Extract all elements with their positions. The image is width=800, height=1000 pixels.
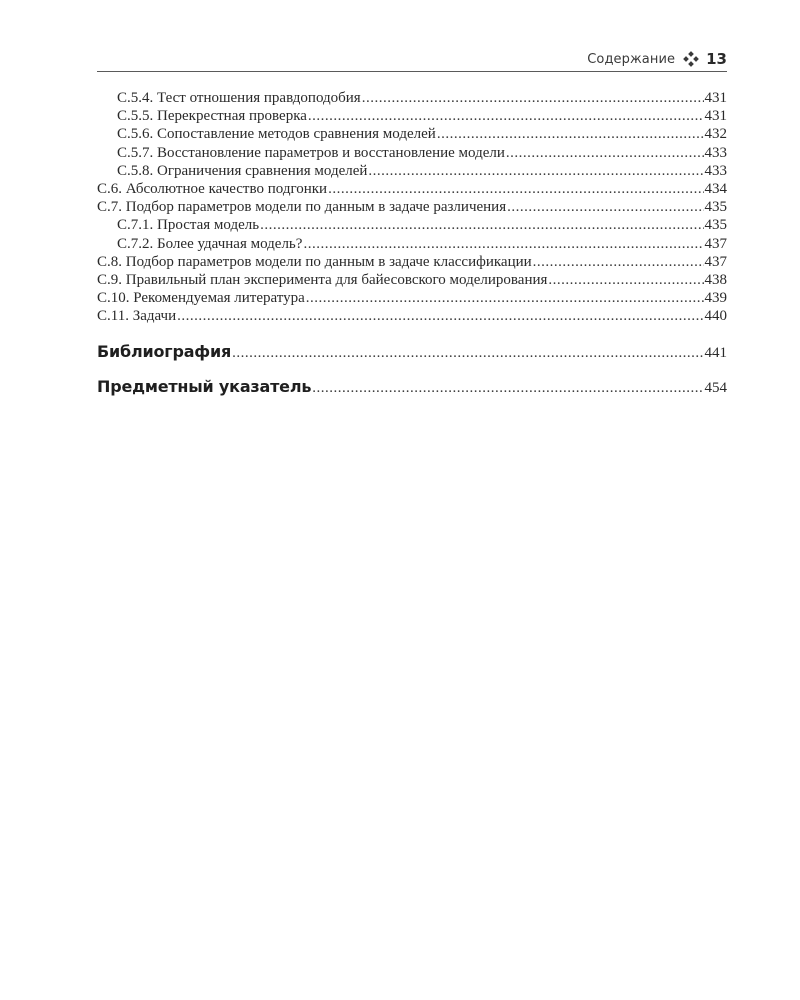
toc-entry-page-number: 437 <box>704 235 727 252</box>
toc-entry[interactable] <box>97 198 727 216</box>
toc-entry[interactable] <box>97 180 727 198</box>
toc-entry-label: С.7. Подбор параметров модели по данным в задаче различения <box>97 199 507 216</box>
dot-leader <box>506 144 704 162</box>
toc-entry-label: С.5.6. Сопоставление методов сравнения моделей <box>117 126 436 143</box>
toc-entry-label: С.5.8. Ограничения сравнения моделей <box>117 162 368 179</box>
header-section-title: Содержание <box>587 51 676 67</box>
dot-leader <box>303 235 703 253</box>
toc-entry[interactable] <box>97 144 727 162</box>
toc-entry[interactable] <box>97 289 727 307</box>
toc-entry-page-number: 438 <box>704 271 727 288</box>
back-matter-list <box>97 341 727 411</box>
dot-leader <box>362 89 704 107</box>
toc-entry-page-number: 431 <box>704 90 727 106</box>
dot-leader <box>368 162 703 180</box>
toc-entry[interactable] <box>97 216 727 234</box>
dot-leader <box>507 198 703 216</box>
toc-entry[interactable] <box>97 89 727 107</box>
back-matter-label: Предметный указатель <box>97 377 312 396</box>
toc-entry-page-number: 437 <box>704 253 727 270</box>
toc-entry-page-number: 439 <box>704 290 727 307</box>
dot-leader <box>533 253 704 271</box>
toc-entry[interactable] <box>97 125 727 143</box>
toc-entry-page-number: 440 <box>704 308 727 325</box>
toc-entry-label: С.5.7. Восстановление параметров и восстановление модели <box>117 144 505 161</box>
back-matter-page-number: 441 <box>704 345 727 361</box>
running-header <box>97 48 727 70</box>
toc-entry-label: С.8. Подбор параметров модели по данным в задаче классификации <box>97 253 532 270</box>
dot-leader <box>548 271 703 289</box>
toc-entry-page-number: 435 <box>704 199 727 216</box>
toc-entry-label: С.11. Задачи <box>97 308 177 325</box>
page-number: 13 <box>706 50 727 68</box>
dot-leader <box>312 377 703 399</box>
toc-entry[interactable] <box>97 307 727 325</box>
toc-entry-label: С.9. Правильный план эксперимента для байесовского моделирования <box>97 271 548 288</box>
toc-entry-label: С.7.2. Более удачная модель? <box>117 235 303 252</box>
back-matter-entry[interactable] <box>97 341 727 376</box>
toc-entry-label: С.10. Рекомендуемая литература <box>97 290 305 307</box>
toc-entry-page-number: 434 <box>704 180 727 197</box>
toc-entry-page-number: 433 <box>704 162 727 179</box>
toc-entry-label: С.7.1. Простая модель <box>117 217 260 234</box>
toc-entry-label: С.5.4. Тест отношения правдоподобия <box>117 90 361 106</box>
header-rule <box>97 71 727 72</box>
toc-entry-page-number: 432 <box>704 126 727 143</box>
dot-leader <box>260 216 703 234</box>
dot-leader <box>437 125 704 143</box>
back-matter-label: Библиография <box>97 342 232 361</box>
back-matter-page-number: 454 <box>704 380 727 396</box>
toc-entry[interactable] <box>97 271 727 289</box>
back-matter-entry[interactable] <box>97 376 727 411</box>
toc-entry[interactable] <box>97 162 727 180</box>
four-diamond-ornament-icon <box>684 52 698 66</box>
dot-leader <box>232 342 703 364</box>
toc-entry-label: С.6. Абсолютное качество подгонки <box>97 180 328 197</box>
toc-entry[interactable] <box>97 107 727 125</box>
dot-leader <box>177 307 703 325</box>
dot-leader <box>306 289 704 307</box>
table-of-contents <box>97 89 727 325</box>
dot-leader <box>328 180 703 198</box>
toc-entry-label: С.5.5. Перекрестная проверка <box>117 108 307 125</box>
toc-entry[interactable] <box>97 235 727 253</box>
toc-entry-page-number: 435 <box>704 217 727 234</box>
toc-entry[interactable] <box>97 253 727 271</box>
toc-entry-page-number: 431 <box>704 108 727 125</box>
toc-entry-page-number: 433 <box>704 144 727 161</box>
dot-leader <box>308 107 704 125</box>
